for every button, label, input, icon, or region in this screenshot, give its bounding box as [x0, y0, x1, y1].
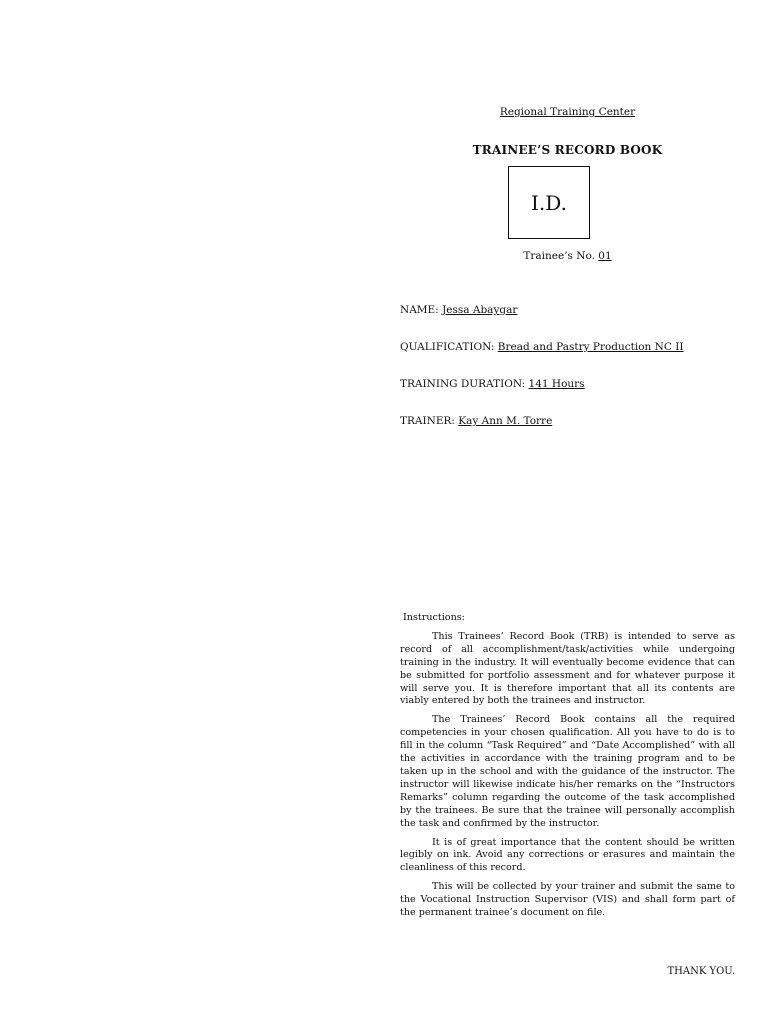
name-value: Jessa Abaygar [442, 304, 518, 316]
duration-label: TRAINING DURATION: [400, 378, 526, 390]
id-photo-label: I.D. [531, 190, 567, 215]
name-field [400, 304, 517, 316]
trainee-number-value: 01 [598, 250, 612, 262]
name-label: NAME: [400, 304, 439, 316]
duration-field [400, 378, 585, 390]
closing-text: THANK YOU. [667, 966, 735, 977]
trainer-label: TRAINER: [400, 415, 455, 427]
qualification-value: Bread and Pastry Production NC II [497, 341, 684, 353]
qualification-field [400, 341, 684, 353]
qualification-label: QUALIFICATION: [400, 341, 495, 353]
instructions-paragraph: It is of great importance that the content should be written legibly on ink. Avoid any corrections or erasures and maintain the cleanliness of this record. [400, 836, 735, 874]
center-name-text: Regional Training Center [499, 106, 636, 118]
trainee-number [400, 250, 735, 262]
instructions-section [400, 612, 735, 926]
duration-value: 141 Hours [528, 378, 585, 390]
instructions-heading: Instructions: [403, 612, 465, 623]
instructions-paragraph: This Trainees’ Record Book (TRB) is intended to serve as record of all accomplishment/task/activities while undergoing training in the industry. It will eventually become evidence that can be submitted for portfolio assessment and for whatever purpose it will serve you. It is therefore important that all its contents are viably entered by both the trainees and instructor. [400, 630, 735, 707]
center-name [400, 106, 735, 118]
trainer-value: Kay Ann M. Torre [458, 415, 553, 427]
instructions-paragraph: This will be collected by your trainer and submit the same to the Vocational Instruction Supervisor (VIS) and shall form part of the permanent trainee’s document on file. [400, 881, 735, 919]
trainee-number-label: Trainee’s No. [523, 250, 595, 262]
id-photo-box [508, 166, 590, 239]
instructions-paragraph: The Trainees’ Record Book contains all the required competencies in your chosen qualification. All you have to do is to fill in the column “Task Required” and “Date Accomplished” with all the activities in accordance with the training program and to be taken up in the school and with the guidance of the instructor. The instructor will likewise indicate his/her remarks on the “Instructors Remarks” column regarding the outcome of the task accomplished by the trainees. Be sure that the trainee will personally accomplish the task and confirmed by the instructor. [400, 714, 735, 829]
page-title: TRAINEE’S RECORD BOOK [472, 143, 663, 157]
trainer-field [400, 415, 552, 427]
